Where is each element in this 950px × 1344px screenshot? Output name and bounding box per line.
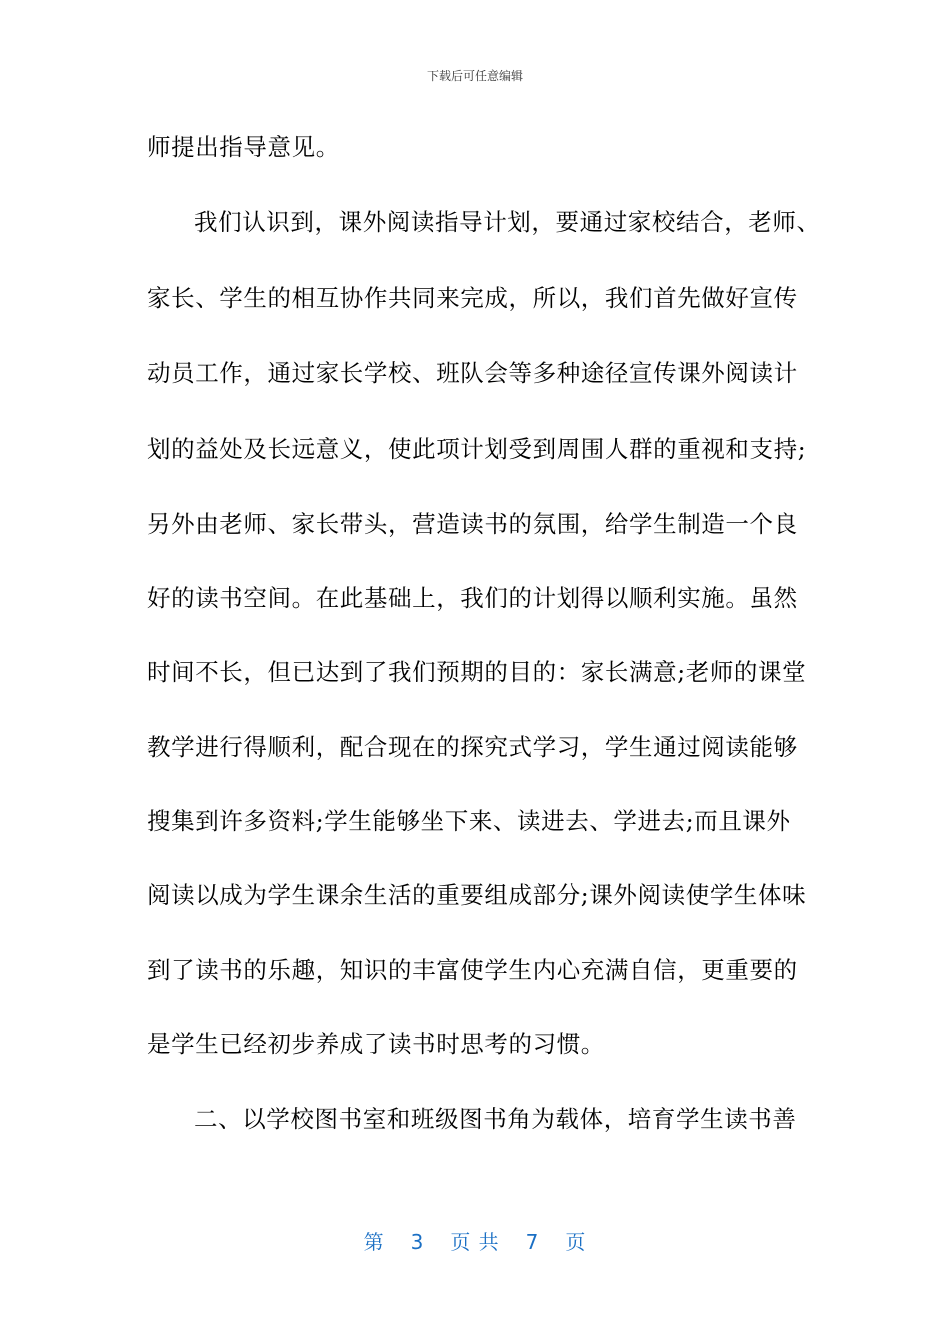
text-line: 教学进行得顺利，配合现在的探究式学习，学生通过阅读能够 bbox=[147, 733, 798, 761]
text-line: 阅读以成为学生课余生活的重要组成部分;课外阅读使学生体味 bbox=[147, 881, 807, 909]
text-line: 是学生已经初步养成了读书时思考的习惯。 bbox=[147, 1030, 605, 1058]
text-line: 另外由老师、家长带头，营造读书的氛围，给学生制造一个良 bbox=[147, 510, 798, 538]
text-line: 划的益处及长远意义，使此项计划受到周围人群的重视和支持; bbox=[147, 435, 807, 463]
text-line: 好的读书空间。在此基础上，我们的计划得以顺利实施。虽然 bbox=[147, 584, 798, 612]
footer-middle: 页 共 bbox=[450, 1230, 500, 1254]
text-line: 我们认识到，课外阅读指导计划，要通过家校结合，老师、 bbox=[194, 208, 821, 236]
text-line: 时间不长，但已达到了我们预期的目的：家长满意;老师的课堂 bbox=[147, 658, 807, 686]
current-page-number: 3 bbox=[410, 1230, 425, 1254]
footer-prefix: 第 bbox=[363, 1230, 385, 1254]
page-header: 下载后可任意编辑 bbox=[426, 69, 523, 83]
text-line: 搜集到许多资料;学生能够坐下来、读进去、学进去;而且课外 bbox=[147, 807, 791, 835]
text-line: 家长、学生的相互协作共同来完成，所以，我们首先做好宣传 bbox=[147, 284, 798, 312]
text-line: 到了读书的乐趣，知识的丰富使学生内心充满自信，更重要的 bbox=[147, 956, 798, 984]
footer-suffix: 页 bbox=[565, 1230, 587, 1254]
text-line: 动员工作，通过家长学校、班队会等多种途径宣传课外阅读计 bbox=[147, 359, 798, 387]
section-heading: 二、以学校图书室和班级图书角为载体，培育学生读书善 bbox=[194, 1105, 797, 1133]
total-pages-number: 7 bbox=[525, 1230, 540, 1254]
page-footer bbox=[0, 1226, 950, 1255]
text-line: 师提出指导意见。 bbox=[147, 133, 340, 161]
